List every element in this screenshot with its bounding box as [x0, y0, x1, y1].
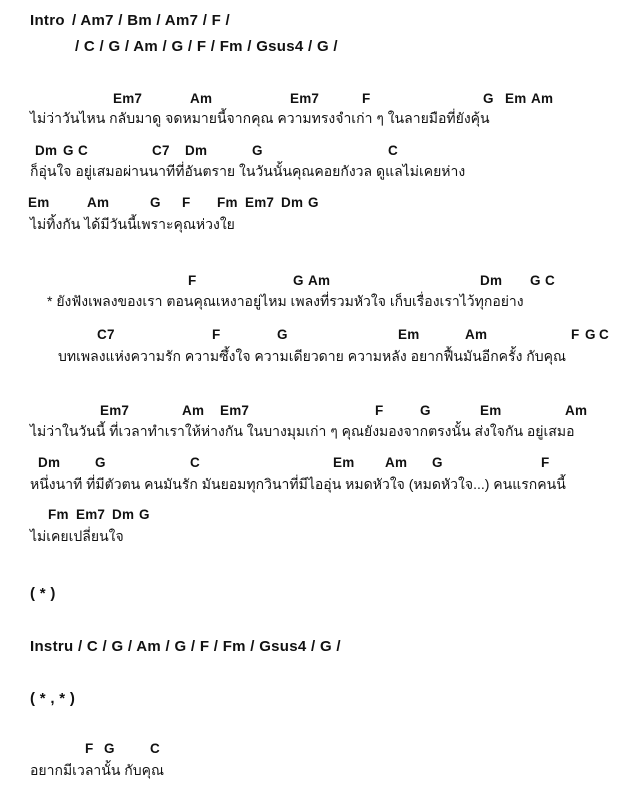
- chord: Am: [308, 273, 331, 288]
- chord: Em7: [290, 91, 320, 106]
- chord: Em7: [100, 403, 130, 418]
- chord: Fm: [48, 507, 69, 522]
- chord: G: [308, 195, 319, 210]
- chord: Am: [385, 455, 408, 470]
- chord: G: [432, 455, 443, 470]
- chord: G: [277, 327, 288, 342]
- chord: Am: [531, 91, 554, 106]
- chord: Fm: [217, 195, 238, 210]
- lyric-text: อยากมีเวลานั้น กับคุณ: [30, 762, 165, 778]
- chord: G: [585, 327, 596, 342]
- lyric-text: หนึ่งนาที ที่มีตัวตน คนมันรัก มันยอมทุกวินาที่มีไออุ่น หมดหัวใจ (หมดหัวใจ...) คนแรกคนนี้: [30, 476, 566, 492]
- chord: F: [375, 403, 384, 418]
- chord: C: [599, 327, 609, 342]
- lyric-line: [0, 108, 626, 128]
- lyric-line: [0, 346, 626, 366]
- repeat-marker-text: ( * , * ): [30, 690, 76, 707]
- chord: C: [190, 455, 200, 470]
- lyric-line: [0, 526, 626, 546]
- lyric-text: ไม่ว่าวันไหน กลับมาดู จดหมายนี้จากคุณ ความทรงจำเก่า ๆ ในลายมือที่ยังคุ้น: [30, 110, 490, 126]
- lyric-text: ไม่ว่าในวันนี้ ที่เวลาทำเราให้ห่างกัน ในบางมุมเก่า ๆ คุณยังมองจากตรงนั้น ส่งใจกัน อยู่เสมอ: [30, 423, 575, 439]
- chord: Am: [87, 195, 110, 210]
- chord: Em: [398, 327, 420, 342]
- chord: Dm: [35, 143, 58, 158]
- lyric-text: * ยังฟังเพลงของเรา ตอนคุณเหงาอยู่ไหม เพลงที่รวมหัวใจ เก็บเรื่องเราไว้ทุกอย่าง: [47, 293, 524, 309]
- chord: F: [182, 195, 191, 210]
- chord: F: [541, 455, 550, 470]
- section-label: Intro: [30, 12, 65, 29]
- repeat-marker: [0, 585, 626, 605]
- repeat-marker-text: ( * ): [30, 585, 56, 602]
- chord: G: [420, 403, 431, 418]
- chord: Dm: [281, 195, 304, 210]
- lyric-line: [0, 214, 626, 234]
- chord: Em: [480, 403, 502, 418]
- chord: Dm: [185, 143, 208, 158]
- chord: C: [545, 273, 555, 288]
- chord: F: [362, 91, 371, 106]
- lyric-line: [0, 474, 626, 494]
- chord-line: [0, 741, 626, 761]
- chord: Dm: [480, 273, 503, 288]
- lyric-line: [0, 760, 626, 780]
- lyric-line: [0, 161, 626, 181]
- lyric-text: ไม่ทิ้งกัน ได้มีวันนี้เพราะคุณห่วงใย: [30, 216, 235, 232]
- lyric-line: [0, 421, 626, 441]
- chord: G: [104, 741, 115, 756]
- chord: Em: [28, 195, 50, 210]
- chord: F: [571, 327, 580, 342]
- chord: Am: [190, 91, 213, 106]
- chord: Em7: [245, 195, 275, 210]
- section-line: [0, 12, 626, 32]
- chord: Em7: [113, 91, 143, 106]
- chord: G: [293, 273, 304, 288]
- chord-line: [0, 195, 626, 215]
- chord: F: [212, 327, 221, 342]
- section-chord-progression: / Am7 / Bm / Am7 / F /: [72, 12, 231, 29]
- chord: F: [85, 741, 94, 756]
- chord-line: [0, 403, 626, 423]
- chord: C: [150, 741, 160, 756]
- chord: C: [388, 143, 398, 158]
- section-chord-progression: / C / G / Am / G / F / Fm / Gsus4 / G /: [78, 638, 341, 655]
- chord: Dm: [38, 455, 61, 470]
- chord: G: [483, 91, 494, 106]
- lyric-line: [0, 291, 626, 311]
- section-chord-progression: / C / G / Am / G / F / Fm / Gsus4 / G /: [75, 38, 338, 55]
- repeat-marker: [0, 690, 626, 710]
- chord: G: [63, 143, 74, 158]
- chord: Em: [505, 91, 527, 106]
- chord: F: [188, 273, 197, 288]
- lyric-text: บทเพลงแห่งความรัก ความซึ้งใจ ความเดียวดาย ความหลัง อยากฟื้นมันอีกครั้ง กับคุณ: [58, 348, 567, 364]
- section-line: [0, 638, 626, 658]
- chord: G: [530, 273, 541, 288]
- section-line-continuation: [0, 38, 626, 58]
- chord: Am: [182, 403, 205, 418]
- chord-line: [0, 455, 626, 475]
- chord-line: [0, 273, 626, 293]
- chord-line: [0, 327, 626, 347]
- chord: C: [78, 143, 88, 158]
- lyric-text: ไม่เคยเปลี่ยนใจ: [30, 528, 124, 544]
- chord: Am: [465, 327, 488, 342]
- chord: G: [150, 195, 161, 210]
- chord: G: [252, 143, 263, 158]
- lyric-text: ก็อุ่นใจ อยู่เสมอผ่านนาทีที่อันตราย ในวันนั้นคุณคอยกังวล ดูแลไม่เคยห่าง: [30, 163, 466, 179]
- chord: Em7: [76, 507, 106, 522]
- chord: C7: [152, 143, 170, 158]
- chord-line: [0, 143, 626, 163]
- chord: Dm: [112, 507, 135, 522]
- chord: G: [95, 455, 106, 470]
- section-label: Instru: [30, 638, 74, 655]
- chord-line: [0, 507, 626, 527]
- chord: Am: [565, 403, 588, 418]
- chord: C7: [97, 327, 115, 342]
- chord: Em7: [220, 403, 250, 418]
- chord: Em: [333, 455, 355, 470]
- chord: G: [139, 507, 150, 522]
